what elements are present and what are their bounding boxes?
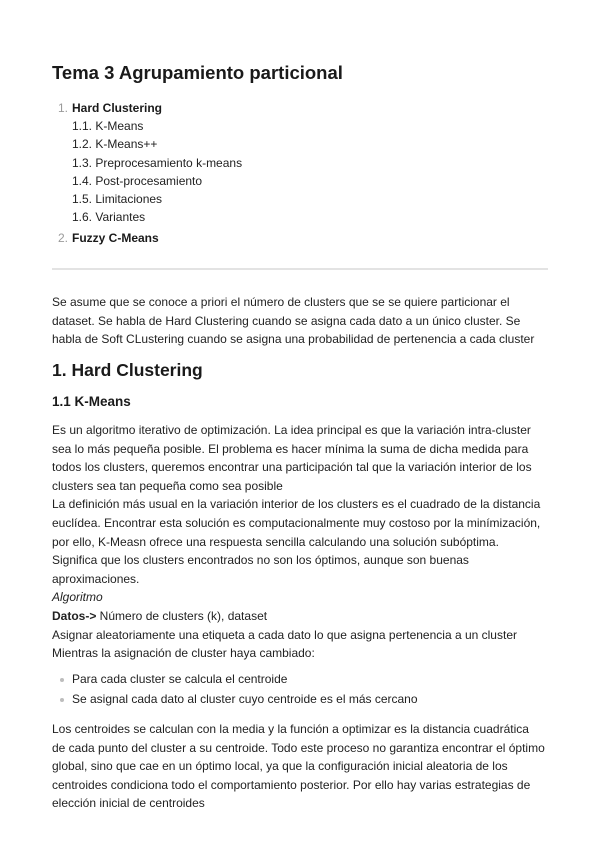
toc-item-label: Hard Clustering xyxy=(72,101,163,115)
list-item-text: Se asignal cada dato al cluster cuyo centroide es el más cercano xyxy=(72,691,418,706)
algorithm-bullet-list xyxy=(60,670,418,709)
toc-subitem-preprocesamiento[interactable]: 1.3. Preprocesamiento k-means xyxy=(72,155,243,170)
datos-text: Número de clusters (k), dataset xyxy=(96,608,268,623)
text-line: Se asume que se conoce a priori el número de clusters que se se quiere particionar el xyxy=(52,295,510,309)
section-heading-kmeans: 1.1 K-Means xyxy=(52,394,131,409)
text-line: sea lo más pequeña posible. El problema es hacer mínima la suma de dicha medida para xyxy=(52,441,529,456)
list-item-text: Para cada cluster se calcula el centroide xyxy=(72,672,288,686)
text-line: de cada punto del cluster a su centroide. Todo este proceso no garantiza encontrar el óptimo xyxy=(52,740,545,755)
list-item xyxy=(60,690,418,710)
text-line: global, sino que cae en un óptimo local, ya que la configuración inicial aleatoria de los xyxy=(52,759,508,774)
datos-label: Datos-> xyxy=(52,608,97,623)
table-of-contents xyxy=(52,99,242,248)
centroides-paragraph xyxy=(52,720,548,813)
text-line: centroides condiciona todo el comportamiento posterior. Por ello hay varias estrategias de xyxy=(52,777,531,792)
toc-item-fuzzy-c-means[interactable] xyxy=(52,229,242,247)
toc-subitem-kmeans-plus[interactable]: 1.2. K-Means++ xyxy=(72,137,158,152)
bullet-icon xyxy=(60,698,64,702)
bullet-icon xyxy=(60,678,64,682)
text-line: euclídea. Encontrar esta solución es computacionalmente muy costoso por la minímización, xyxy=(52,515,541,530)
text-line: dataset. Se habla de Hard Clustering cuando se asigna cada dato a un único cluster. Se xyxy=(52,313,521,328)
toc-item-label: Fuzzy C-Means xyxy=(72,231,159,246)
text-line: Asignar aleatoriamente una etiqueta a cada dato lo que asigna pertenencia a un cluster xyxy=(52,627,517,642)
page-title: Tema 3 Agrupamiento particional xyxy=(52,62,343,83)
datos-line xyxy=(52,607,548,626)
text-line: Es un algoritmo iterativo de optimización. La idea principal es que la variación intra-cluster xyxy=(52,423,531,437)
text-line: por ello, K-Measn ofrece una respuesta sencilla calculando una solución subóptima. xyxy=(52,534,499,549)
toc-item-number: 1. xyxy=(58,101,69,115)
text-line: Significa que los clusters encontrados no son los óptimos, aunque son buenas xyxy=(52,553,469,568)
text-line: La definición más usual en la variación interior de los clusters es el cuadrado de la distancia xyxy=(52,497,541,512)
kmeans-paragraph xyxy=(52,421,548,663)
toc-subitem-variantes[interactable]: 1.6. Variantes xyxy=(72,210,146,225)
section-divider xyxy=(52,268,548,270)
toc-item-hard-clustering[interactable] xyxy=(52,99,242,117)
text-line: habla de Soft CLustering cuando se asigna una probabilidad de pertenencia a cada cluster xyxy=(52,332,535,347)
toc-item-number: 2. xyxy=(58,231,69,246)
algoritmo-label: Algoritmo xyxy=(52,590,103,605)
intro-paragraph xyxy=(52,293,548,349)
toc-subitem-limitaciones[interactable]: 1.5. Limitaciones xyxy=(72,192,163,207)
text-line: clusters sea tan pequeña como sea posible xyxy=(52,478,283,493)
toc-subitem-post-procesamiento[interactable]: 1.4. Post-procesamiento xyxy=(72,173,203,188)
text-line: todos los clusters, queremos encontrar una participación tal que la variación interior de los xyxy=(52,460,532,475)
text-line: Los centroides se calculan con la media y la función a optimizar es la distancia cuadrática xyxy=(52,722,529,736)
text-line: elección inicial de centroides xyxy=(52,796,205,811)
section-heading-hard-clustering: 1. Hard Clustering xyxy=(52,360,203,380)
list-item xyxy=(60,670,418,690)
toc-subitem-kmeans[interactable]: 1.1. K-Means xyxy=(72,119,144,134)
text-line: aproximaciones. xyxy=(52,571,140,586)
text-line: Mientras la asignación de cluster haya cambiado: xyxy=(52,646,315,661)
